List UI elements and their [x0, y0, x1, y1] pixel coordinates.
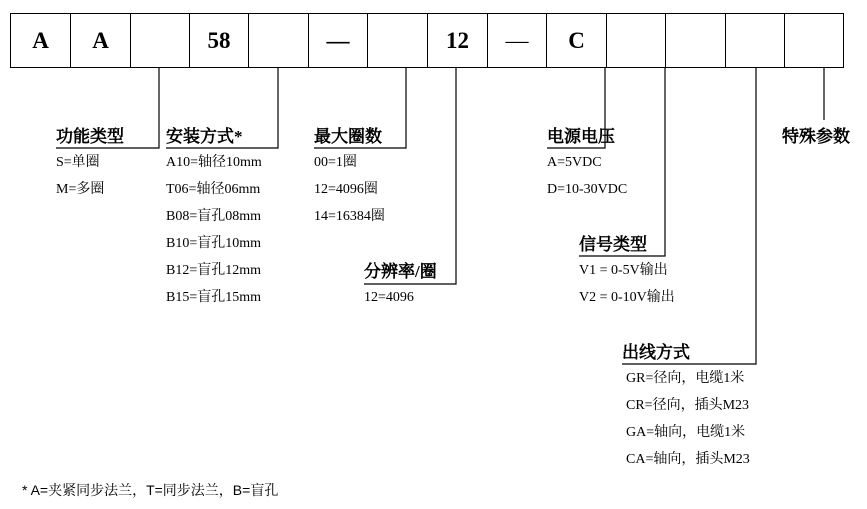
supply-voltage-option: D=10-30VDC	[547, 182, 628, 197]
max-turns-option: 00=1圈	[314, 155, 357, 170]
special-parameters-title: 特殊参数	[782, 127, 850, 146]
max-turns-option: 14=16384圈	[314, 209, 385, 224]
code-cell-4: 58	[189, 13, 249, 68]
mounting-option: B15=盲孔15mm	[166, 290, 262, 305]
function-type-option: M=多圈	[56, 182, 105, 197]
code-cell-2: A	[70, 13, 131, 68]
mounting-option: B10=盲孔10mm	[166, 236, 262, 251]
code-cell-7	[367, 13, 428, 68]
code-cell-13	[725, 13, 785, 68]
code-cell-11	[606, 13, 666, 68]
max-turns-title: 最大圈数	[314, 127, 382, 146]
code-cell-14	[784, 13, 844, 68]
max-turns-option: 12=4096圈	[314, 182, 378, 197]
code-cell-1: A	[10, 13, 71, 68]
supply-voltage-option: A=5VDC	[547, 155, 602, 170]
mounting-option: T06=轴径06mm	[166, 182, 261, 197]
signal-type-option: V1 = 0-5V输出	[579, 263, 668, 278]
outlet-mode-title: 出线方式	[622, 343, 690, 362]
outlet-mode-option: CR=径向，插头M23	[626, 398, 750, 413]
function-type-title: 功能类型	[56, 127, 124, 146]
outlet-mode-option: CA=轴向，插头M23	[626, 452, 750, 467]
code-cell-9: —	[487, 13, 547, 68]
code-cell-3	[130, 13, 190, 68]
supply-voltage-title: 电源电压	[547, 127, 615, 146]
outlet-mode-option: GR=径向，电缆1米	[626, 371, 745, 386]
code-cell-10: C	[546, 13, 607, 68]
resolution-title: 分辨率/圈	[364, 262, 437, 281]
mounting-title: 安装方式*	[166, 127, 243, 146]
footnote: * A=夹紧同步法兰，T=同步法兰，B=盲孔	[22, 482, 279, 498]
resolution-option: 12=4096	[364, 290, 414, 305]
outlet-mode-option: GA=轴向，电缆1米	[626, 425, 746, 440]
mounting-option: A10=轴径10mm	[166, 155, 262, 170]
mounting-option: B12=盲孔12mm	[166, 263, 262, 278]
code-cell-5	[248, 13, 309, 68]
function-type-option: S=单圈	[56, 155, 100, 170]
mounting-option: B08=盲孔08mm	[166, 209, 262, 224]
signal-type-option: V2 = 0-10V输出	[579, 290, 675, 305]
code-cell-6: —	[308, 13, 368, 68]
signal-type-title: 信号类型	[579, 235, 647, 254]
code-cell-8: 12	[427, 13, 488, 68]
code-cell-12	[665, 13, 726, 68]
